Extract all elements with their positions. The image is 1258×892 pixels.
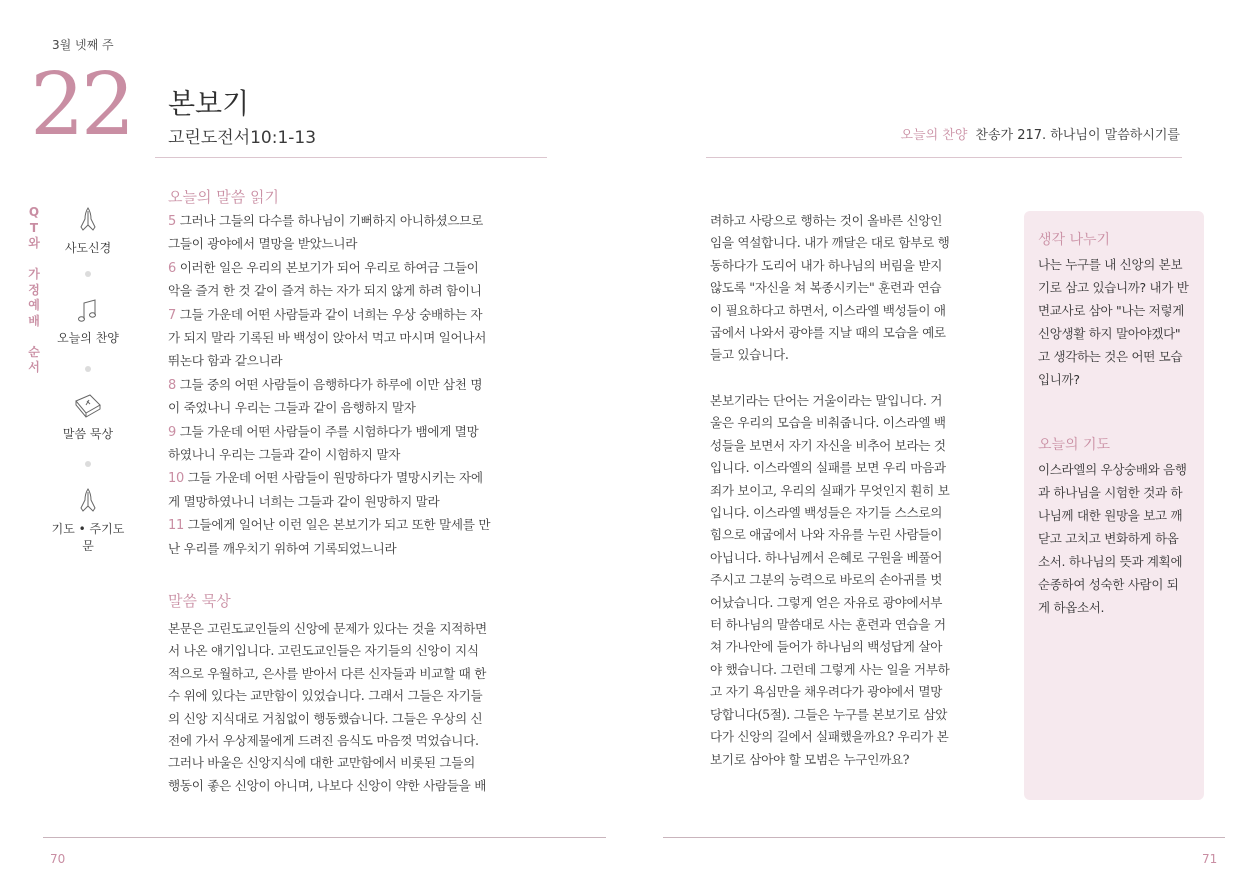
share-line: 입니까? [1038,372,1080,387]
day-number: 22 [30,55,132,155]
verse-line [168,233,548,256]
verse-number: 5 [168,214,176,229]
meditation-line: 않도록 "자신을 쳐 복종시키는" 훈련과 연습 [710,280,942,296]
music-note-icon [73,297,103,325]
meditation-line: 주시고 그분의 능력으로 바로의 손아귀를 벗 [710,572,943,588]
meditation-line: 성들을 보면서 자기 자신을 비추어 보라는 것 [710,437,946,453]
vertical-char: 배 [28,313,40,328]
prayer-text [1038,458,1200,619]
sidebar-item-label: 기도 • 주기도문 [51,522,125,553]
meditation-text-right-2 [710,390,1000,771]
footer-divider [663,837,1225,838]
meditation-text-left [168,618,548,797]
meditation-line: 적으로 우월하고, 은사를 받아서 다른 신자들과 비교할 때 한 [168,665,487,681]
vertical-char [28,329,40,345]
separator-dot [85,271,91,277]
meditation-line: 입니다. 이스라엘의 실패를 보면 우리 마음과 [710,460,946,476]
sidebar-item-prayer[interactable] [50,486,126,554]
vertical-char: 와 [28,236,40,250]
sidebar-vertical-title [28,205,40,376]
meditation-line: 굽에서 나와서 광야를 지날 때의 모습을 예로 [710,325,946,341]
meditation-line: 그러나 바울은 신앙지식에 대한 교만함에서 비롯된 그들의 [168,755,475,771]
meditation-line: 동하다가 도리어 내가 하나님의 버림을 받지 [710,257,943,273]
verse-number: 9 [168,424,176,440]
verse-line [168,444,548,467]
verse-text: 그들에게 일어난 이런 일은 본보기가 되고 또한 말세를 만 [183,517,491,533]
share-text [1038,253,1200,391]
sidebar-item-label: 말씀 묵상 [62,427,114,441]
meditation-line: 의 신앙 지식대로 거침없이 행동했습니다. 그들은 우상의 신 [168,710,483,726]
vertical-char: 서 [28,360,40,374]
page-number-right: 71 [1202,852,1218,866]
vertical-char: T [29,220,39,235]
verse-text: 뛰논다 함과 같으니라 [168,353,283,369]
meditation-line: 임을 역설합니다. 내가 깨달은 대로 함부로 행 [710,235,950,251]
verse-text: 그들 중의 어떤 사람들이 음행하다가 하루에 이만 삼천 명 [175,376,483,392]
verse-line [168,491,548,514]
share-line: 고 생각하는 것은 어떤 모습 [1038,349,1183,364]
prayer-line: 이스라엘의 우상숭배와 음행 [1038,462,1187,477]
bible-icon [72,391,104,421]
meditation-text-right-1 [710,210,1000,367]
verse-text: 가 되지 말라 기록된 바 백성이 앉아서 먹고 마시며 일어나서 [168,330,487,346]
meditation-line: 고 자기 욕심만을 채우려다가 광야에서 멸망 [710,684,943,700]
vertical-char [28,252,40,268]
meditation-heading: 말씀 묵상 [168,592,231,610]
meditation-line: 행동이 좋은 신앙이 아니며, 나보다 신앙이 약한 사람들을 배 [168,777,487,793]
verse-text: 그러나 그들의 다수를 하나님이 기뻐하지 아니하셨으므로 [175,213,483,228]
meditation-line: 야 했습니다. 그런데 그렇게 사는 일을 거부하 [710,661,950,677]
vertical-char: 예 [28,298,40,312]
week-label: 3월 넷째 주 [52,38,114,52]
meditation-line: 아닙니다. 하나님께서 은혜로 구원을 베풀어 [710,549,943,565]
vertical-char: 정 [28,282,40,297]
vertical-char: 가 [28,267,40,281]
separator-dot [85,461,91,467]
divider [706,157,1182,158]
page-number-left: 70 [50,852,66,866]
meditation-line: 다가 신앙의 길에서 실패했을까요? 우리가 본 [710,729,949,745]
verse-text: 게 멸망하였나니 너희는 그들과 같이 원망하지 말라 [168,493,440,509]
vertical-char: Q [28,205,40,219]
meditation-line: 입니다. 이스라엘 백성들은 자기들 스스로의 [710,505,943,521]
verse-text: 이러한 일은 우리의 본보기가 되어 우리로 하여금 그들이 [175,259,479,275]
share-line: 면교사로 삼아 "나는 저렇게 [1038,303,1184,318]
meditation-line: 힘으로 애굽에서 나와 자유를 누린 사람들이 [710,527,943,543]
sidebar-item-hymn[interactable] [50,297,126,346]
verse-text: 그들 가운데 어떤 사람들이 주를 시험하다가 뱀에게 멸망 [175,423,479,439]
share-line: 기로 삼고 있습니까? 내가 반 [1038,280,1189,295]
prayer-line: 게 하옵소서. [1038,600,1105,615]
meditation-line: 터 하나님의 말씀대로 사는 훈련과 연습을 거 [710,617,946,633]
prayer-line: 닫고 고치고 변화하게 하옵 [1038,531,1179,546]
share-line: 나는 누구를 내 신앙의 본보 [1038,257,1183,272]
praying-hands-icon [73,486,103,516]
meditation-line: 본문은 고린도교인들의 신앙에 문제가 있다는 것을 지적하면 [168,621,487,636]
meditation-line: 죄가 보이고, 우리의 실패가 무엇인지 훤히 보 [710,482,950,498]
sidebar-item-apostles-creed[interactable] [50,205,126,256]
verse-line [168,514,548,537]
meditation-line: 려하고 사랑으로 행하는 것이 올바른 신앙인 [710,213,943,228]
meditation-line: 쳐 가나안에 들어가 하나님의 백성답게 살아 [710,639,943,655]
verse-line [168,280,548,303]
verse-line [168,210,548,233]
scripture-reference: 고린도전서10:1-13 [168,128,317,148]
sidebar-item-label: 사도신경 [64,241,112,255]
meditation-line: 어났습니다. 그렇게 얻은 자유로 광야에서부 [710,594,943,610]
prayer-line: 나님께 대한 원망을 보고 깨 [1038,508,1183,523]
prayer-line: 소서. 하나님의 뜻과 계획에 [1038,554,1183,569]
meditation-line: 이 필요하다고 하면서, 이스라엘 백성들이 애 [710,302,946,318]
verse-number: 10 [168,471,184,487]
verse-text: 하였나니 우리는 그들과 같이 시험하지 말자 [168,447,401,463]
separator-dot [85,366,91,372]
verse-line [168,257,548,280]
share-line: 신앙생활 하지 말아야겠다" [1038,326,1181,341]
verse-text: 그들이 광야에서 멸망을 받았느니라 [168,236,358,252]
verse-line [168,374,548,397]
page-title: 본보기 [168,87,250,120]
hymn-value: 찬송가 217. 하나님이 말씀하시기를 [975,128,1180,143]
sidebar-item-meditation[interactable] [50,391,126,442]
vertical-char: 순 [28,344,40,359]
prayer-heading: 오늘의 기도 [1038,437,1111,453]
meditation-line: 들고 있습니다. [710,347,789,363]
praying-hands-icon [73,205,103,235]
divider [155,157,547,158]
meditation-line: 본보기라는 단어는 거울이라는 말입니다. 거 [710,393,943,408]
meditation-line: 전에 가서 우상제물에게 드려진 음식도 마음껏 먹었습니다. [168,733,479,749]
meditation-line: 당합니다(5절). 그들은 누구를 본보기로 삼았 [710,706,948,722]
verse-text: 이 죽었나니 우리는 그들과 같이 음행하지 말자 [168,400,416,416]
verse-number: 11 [168,518,184,534]
verse-number: 6 [168,260,176,276]
verse-line [168,538,548,561]
hymn-label: 오늘의 찬양 [900,128,968,143]
verse-line [168,421,548,444]
footer-divider [43,837,606,838]
verse-number: 7 [168,307,176,323]
verse-text: 그들 가운데 어떤 사람들이 원망하다가 멸망시키는 자에 [183,470,483,486]
reading-heading: 오늘의 말씀 읽기 [168,188,279,206]
verse-text: 난 우리를 깨우치기 위하여 기록되었느니라 [168,540,397,556]
prayer-line: 순종하여 성숙한 사람이 되 [1038,577,1179,592]
verse-number: 8 [168,377,176,393]
verse-text: 악을 즐겨 한 것 같이 즐겨 하는 자가 되지 않게 하려 함이니 [168,283,482,299]
sidebar-item-label: 오늘의 찬양 [57,331,119,345]
share-heading: 생각 나누기 [1038,232,1111,248]
meditation-line: 울은 우리의 모습을 비춰줍니다. 이스라엘 백 [710,415,946,431]
verse-line [168,467,548,490]
verse-line [168,304,548,327]
meditation-line: 수 위에 있다는 교만함이 있었습니다. 그래서 그들은 자기들 [168,688,483,704]
hymn-line [900,124,1180,143]
verse-line [168,327,548,350]
verse-text: 그들 가운데 어떤 사람들과 같이 너희는 우상 숭배하는 자 [175,306,483,322]
meditation-line: 서 나온 얘기입니다. 고린도교인들은 자기들의 신앙이 지식 [168,643,479,659]
meditation-line: 보기로 삼아야 할 모범은 누구인까요? [710,751,910,767]
verse-line [168,397,548,420]
verse-line [168,350,548,373]
prayer-line: 과 하나님을 시험한 것과 하 [1038,485,1183,500]
reading-text [168,210,548,561]
